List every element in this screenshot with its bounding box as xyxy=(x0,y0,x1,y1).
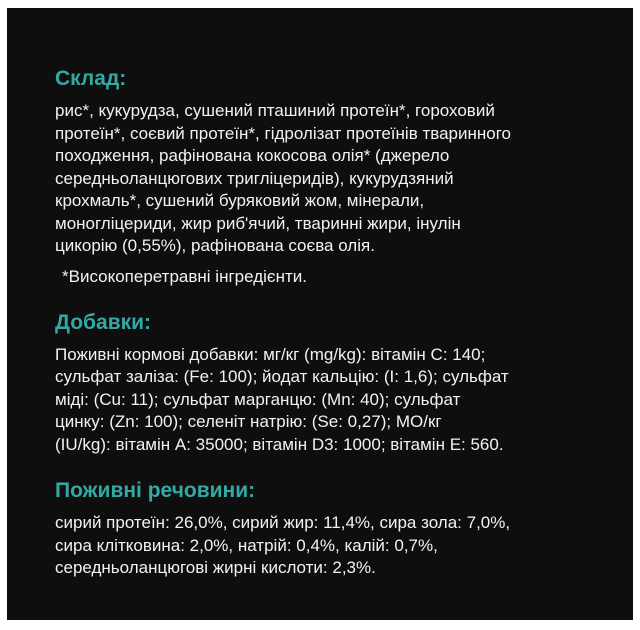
label-content xyxy=(55,66,615,580)
composition-line: крохмаль*, сушений буряковий жом, мінерали, xyxy=(55,191,425,210)
additives-heading: Добавки: xyxy=(55,310,152,334)
additives-section xyxy=(55,310,615,457)
composition-line: протеїн*, соєвий протеїн*, гідролізат протеїнів тваринного xyxy=(55,123,511,143)
composition-line: цикорію (0,55%), рафінована соєва олія. xyxy=(55,236,375,255)
composition-line: походження, рафінована кокосова олія* (джерело xyxy=(55,146,450,165)
additives-line: Поживні кормові добавки: мг/кг (mg/kg): вітамін С: 140; xyxy=(55,344,486,364)
composition-footnote: *Високоперетравні інгредієнти. xyxy=(62,266,307,286)
additives-line: сульфат заліза: (Fe: 100); йодат кальцію: (I: 1,6); сульфат xyxy=(55,367,509,386)
nutrients-line: сира клітковина: 2,0%, натрій: 0,4%, калій: 0,7%, xyxy=(55,535,438,555)
additives-line: міді: (Cu: 11); сульфат марганцю: (Mn: 40); сульфат xyxy=(55,389,461,409)
composition-line: моногліцериди, жир риб'ячий, тваринні жири, інулін xyxy=(55,213,461,233)
label-panel xyxy=(7,8,633,620)
additives-text xyxy=(55,344,615,457)
composition-text xyxy=(55,100,615,258)
composition-line: рис*, кукурудза, сушений пташиний протеїн*, гороховий xyxy=(55,101,495,120)
additives-line: цинку: (Zn: 100); селеніт натрію: (Se: 0,27); МО/кг xyxy=(55,412,442,431)
nutrients-section xyxy=(55,478,615,580)
additives-line: (IU/kg): вітамін А: 35000; вітамін D3: 1000; вітамін Е: 560. xyxy=(55,434,504,454)
nutrients-line: сирий протеїн: 26,0%, сирий жир: 11,4%, сира зола: 7,0%, xyxy=(55,513,511,532)
nutrients-heading: Поживні речовини: xyxy=(55,479,256,502)
composition-section xyxy=(55,66,615,288)
composition-heading: Склад: xyxy=(55,67,127,90)
nutrients-line: середньоланцюгові жирні кислоти: 2,3%. xyxy=(55,558,376,577)
nutrients-text xyxy=(55,512,615,580)
composition-line: середньоланцюгових тригліцеридів), кукурудзяний xyxy=(55,168,454,188)
